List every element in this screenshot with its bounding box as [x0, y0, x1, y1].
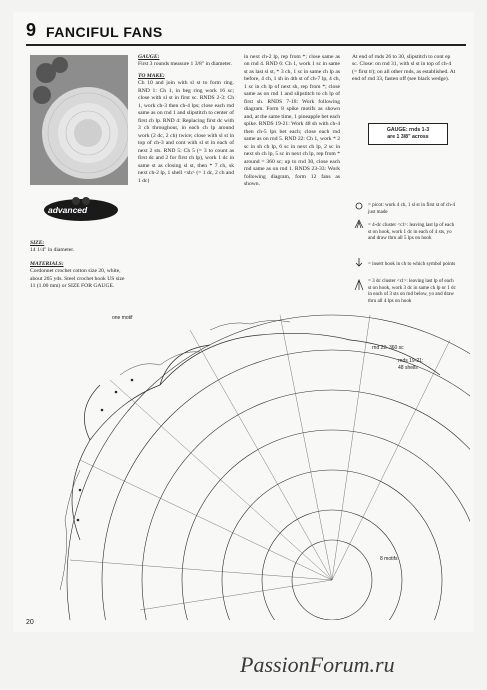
legend-symbols-icon: [352, 200, 366, 300]
instructions-col-1: [138, 54, 234, 187]
diagram-dots: [77, 379, 134, 522]
diagram-fans: [72, 333, 440, 540]
one-motif-label: one motif: [112, 315, 133, 321]
diagram-spokes: [70, 315, 450, 610]
size-text: 14 1/4" in diameter.: [30, 247, 75, 254]
to-make-heading: TO MAKE:: [138, 72, 165, 79]
to-make-text-1: Ch 10 and join with sl st to form ring. RND 1: Ch 1, in beg ring work 16 sc; close with sl st in first sc. RNDS 2-3: Ch 1, work ch-3 then ch-4 lps; close each rnd same as on rnd 1 and slipstitch to center of first ch lp. RND 4: Replacing first dc with 3 ch throughout, in each ch lp around work (2 dc, 2 ch) twice; close with sl st in top of ch-3 and cont with sl st in each of next 2 sts. RND 5: Ch 5 (= 3 to count as first dc and 2 for first ch lp), work 1 dc in same st as closing sl st, then * 7 ch, sk next ch-2 lp, 1 shell <sh> (= 1 dc, 2 ch and 1 dc): [138, 80, 234, 184]
legend-picot: = picot: work 4 ch, 1 sl st in first st of ch-4 just made: [368, 202, 456, 215]
legend-4dc-cluster: = 4-dc cluster <cl>: leaving last lp of each st on hook, work 1 dc in each of 4 sts, yo and draw thru all 5 lps on hook: [368, 222, 455, 242]
pattern-number: 9: [26, 20, 37, 40]
doily-photo-image: [30, 55, 128, 185]
doily-photo: [30, 55, 128, 185]
shells-label: 48 shells: [398, 365, 418, 371]
watermark-text: PassionForum.ru: [240, 652, 395, 677]
rnds1921-label: rnds 19-21:: [398, 358, 424, 364]
size-heading: SIZE:: [30, 240, 45, 246]
gauge-box-line2: are 1 3/8" across: [387, 134, 429, 141]
gauge-box-line1: GAUGE: rnds 1-3: [386, 127, 430, 133]
size-section: [30, 240, 126, 293]
gauge-box: [368, 123, 448, 145]
instructions-col-2: [244, 54, 340, 191]
to-make-text-2: in next ch-2 lp, rep from *; close same as on rnd 4. RND 6: Ch 1, work 1 sc in same st as last sl st, * 3 ch, 1 sc in same ch lp as before, 4 ch, 1 sh in 4th st of ch-7 lp, 4 ch, 1 sc in ch lp of next sh, rep from *; close same as on rnd 1 and slipstitch to ch lp of first sh. RNDS 7-18: Work following diagram. Form 8 spike motifs as shown and, at the same time, 1 pineapple bet each spike. RNDS 19-21: Work 48 sh with ch-4 then ch-5 lps bet each; close each rnd same as on rnd 5. RND 22: Ch 1, work * 2 sc in sh ch lp, 6 sc in next ch lp, 2 sc in next sh ch lp, 5 sc in next ch lp, rep from * around = 360 sc; up to rnd 30, close each rnd same as on rnd 1. RNDS 23-33: Work following diagram, form 12 fans as shown.: [244, 54, 340, 188]
crochet-diagram: [20, 290, 470, 620]
diagram-scallops: [60, 320, 290, 590]
motifs-label: 8 motifs: [380, 556, 398, 562]
instructions-col-3: [352, 54, 456, 86]
rnd22-label: rnd 22: 360 sc: [372, 345, 404, 351]
materials-text: Cordonnet crochet cotton size 20, white, about 265 yds. Steel crochet hook US size 11 (1.00 mm) or SIZE FOR GAUGE.: [30, 268, 125, 290]
legend-3dc-cluster: = 3 dc cluster <cl>: leaving last lp of each st on hook, work 3 dc in same ch lp or 1 dc in each of 3 sts on rnd below, yo and draw thru all 4 lps on hook: [368, 278, 456, 304]
legend-insert-hook: = insert hook in ch to which symbol points: [368, 261, 456, 267]
pattern-title: FANCIFUL FANS: [46, 24, 163, 40]
difficulty-label: advanced: [48, 205, 88, 215]
gauge-text: First 3 rounds measure 1 3/8" in diameter.: [138, 61, 232, 68]
to-make-text-3: At end of rnds 26 to 30, slipstitch to cont ep sc. Close: on rnd 31, with sl st in top of ch-4 (= first tr); on all other rnds, as established. At end of rnd 33, fasten off (see black wedge).: [352, 54, 456, 83]
header-rule: [26, 44, 466, 46]
gauge-heading: GAUGE:: [138, 54, 160, 60]
materials-heading: MATERIALS:: [30, 260, 64, 267]
page-number: 20: [26, 619, 34, 626]
